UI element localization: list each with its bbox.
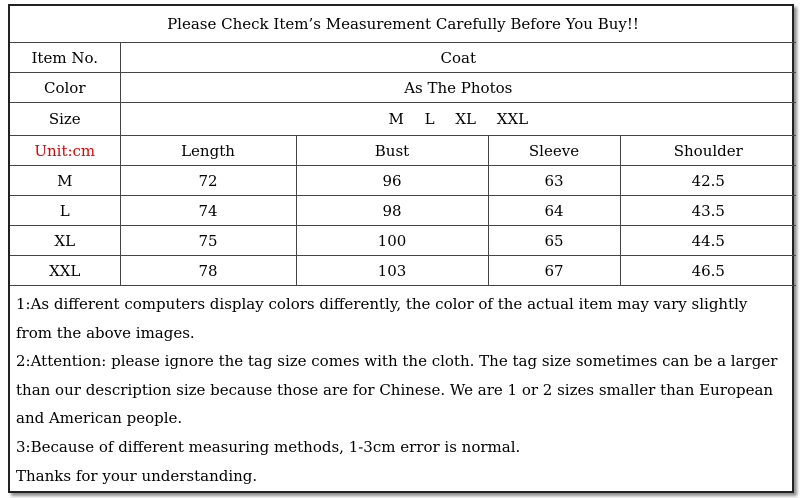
item-no-value: Coat [120,43,796,73]
size-values [120,103,796,136]
cell-length: 78 [120,256,296,286]
unit-label: Unit:cm [10,136,120,166]
row-size: M [10,166,120,196]
cell-shoulder: 42.5 [620,166,796,196]
cell-shoulder: 44.5 [620,226,796,256]
cell-shoulder: 46.5 [620,256,796,286]
cell-length: 72 [120,166,296,196]
cell-sleeve: 64 [488,196,620,226]
chart-title: Please Check Item’s Measurement Carefully Before You Buy!! [10,6,796,43]
row-size: XXL [10,256,120,286]
color-label: Color [10,73,120,103]
note-tag-size: 2:Attention: please ignore the tag size comes with the cloth. The tag size sometimes can be a larger than our description size because those are for Chinese. We are 1 or 2 sizes smaller than European and American people. [16,352,778,428]
header-length: Length [120,136,296,166]
size-option: XXL [496,110,529,128]
cell-length: 74 [120,196,296,226]
cell-shoulder: 43.5 [620,196,796,226]
header-shoulder: Shoulder [620,136,796,166]
row-size: L [10,196,120,226]
header-bust: Bust [296,136,488,166]
table-row [10,256,796,286]
size-label: Size [10,103,120,136]
cell-sleeve: 65 [488,226,620,256]
size-option: M [388,110,404,128]
table-row [10,166,796,196]
cell-bust: 103 [296,256,488,286]
cell-bust: 98 [296,196,488,226]
cell-length: 75 [120,226,296,256]
table-row [10,196,796,226]
table-row [10,226,796,256]
measurement-table [10,6,796,286]
item-no-label: Item No. [10,43,120,73]
size-chart [8,4,794,493]
note-thanks: Thanks for your understanding. [16,466,258,485]
size-option: XL [455,110,476,128]
cell-bust: 96 [296,166,488,196]
color-value: As The Photos [120,73,796,103]
header-sleeve: Sleeve [488,136,620,166]
cell-bust: 100 [296,226,488,256]
note-colors: 1:As different computers display colors differently, the color of the actual item may vary slightly from the above images. [16,295,748,342]
note-measuring: 3:Because of different measuring methods, 1-3cm error is normal. [16,437,521,456]
cell-sleeve: 63 [488,166,620,196]
notes [10,286,792,490]
size-option: L [424,110,435,128]
row-size: XL [10,226,120,256]
cell-sleeve: 67 [488,256,620,286]
